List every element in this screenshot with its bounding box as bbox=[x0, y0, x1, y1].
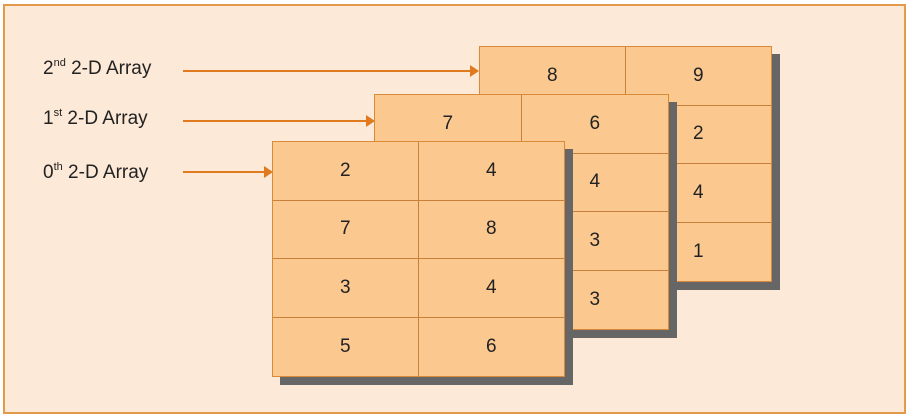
label-1st-text: 2-D Array bbox=[62, 108, 148, 129]
label-2nd-num: 2 bbox=[43, 58, 54, 79]
array0-cell-r0-c0: 2 bbox=[273, 142, 419, 201]
array0-cell-r1-c1: 8 bbox=[419, 201, 565, 260]
array-0th bbox=[272, 141, 565, 377]
label-1st-array bbox=[43, 108, 148, 130]
array0-cell-r3-c0: 5 bbox=[273, 318, 419, 377]
diagram-frame bbox=[3, 4, 906, 414]
label-2nd-text: 2-D Array bbox=[65, 58, 152, 79]
array2-cell-r0-c0: 8 bbox=[480, 47, 626, 106]
array0-cell-r3-c1: 6 bbox=[485, 335, 497, 357]
array2-cell-r0-c1: 9 bbox=[626, 47, 772, 106]
arrow-0th-array bbox=[183, 171, 267, 173]
array1-cell-r0-c0: 7 bbox=[375, 95, 522, 154]
array2-cell-r3-c1: 1 bbox=[692, 240, 704, 262]
label-0th-sup: th bbox=[53, 160, 63, 173]
array1-cell-r3-c1: 3 bbox=[589, 288, 601, 310]
array0-cell-r2-c0: 3 bbox=[273, 259, 419, 318]
array2-cell-r1-c1: 2 bbox=[626, 106, 772, 165]
array2-cell-r2-c1: 4 bbox=[626, 164, 772, 223]
label-1st-sup: st bbox=[53, 106, 63, 119]
array0-cell-r2-c1: 4 bbox=[419, 259, 565, 318]
label-2nd-array bbox=[43, 58, 151, 80]
label-0th-text: 2-D Array bbox=[62, 162, 149, 183]
array0-cell-r0-c1: 4 bbox=[419, 142, 565, 201]
arrow-2nd-array bbox=[183, 70, 473, 72]
array0-cell-r1-c0: 7 bbox=[273, 201, 419, 260]
array1-cell-r1-c1: 4 bbox=[522, 154, 669, 213]
label-0th-num: 0 bbox=[43, 162, 54, 183]
label-2nd-sup: nd bbox=[53, 56, 66, 69]
array1-cell-r2-c1: 3 bbox=[522, 212, 669, 271]
arrow-1st-array bbox=[183, 120, 369, 122]
array1-cell-r0-c1: 6 bbox=[522, 95, 669, 154]
label-1st-num: 1 bbox=[43, 108, 54, 129]
label-0th-array bbox=[43, 162, 148, 184]
